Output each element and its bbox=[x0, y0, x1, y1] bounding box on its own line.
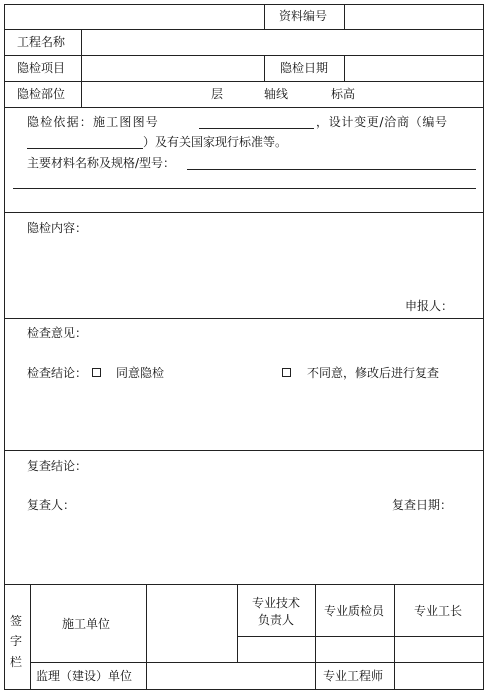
axis-label: 轴线 bbox=[264, 87, 289, 101]
col-divider bbox=[146, 584, 147, 690]
col-divider bbox=[344, 4, 345, 30]
col-divider bbox=[315, 584, 316, 690]
qc-label: 专业质检员 bbox=[324, 604, 385, 618]
col-divider bbox=[264, 55, 265, 82]
sign-row-divider bbox=[237, 636, 484, 637]
conclusion-label: 检查结论： bbox=[27, 366, 88, 380]
row-divider bbox=[4, 29, 484, 30]
date-label: 隐检日期 bbox=[280, 61, 329, 75]
recheck-person-label: 复查人： bbox=[27, 498, 76, 512]
supervision-label: 监理（建设）单位 bbox=[36, 669, 133, 683]
basis-line1-suffix: ，设计变更/洽商（编号 bbox=[316, 115, 448, 129]
col-divider bbox=[81, 29, 82, 108]
location-label: 隐检部位 bbox=[17, 87, 66, 101]
item-label: 隐检项目 bbox=[17, 61, 66, 75]
record-no-field[interactable] bbox=[350, 10, 478, 24]
row-divider bbox=[4, 318, 484, 319]
engineer-label: 专业工程师 bbox=[323, 669, 384, 683]
foreman-label: 专业工长 bbox=[414, 604, 463, 618]
col-divider bbox=[264, 4, 265, 30]
tech-lead-label-1: 专业技术 bbox=[252, 596, 301, 610]
record-no-label: 资料编号 bbox=[279, 9, 328, 23]
change-no-underline[interactable] bbox=[27, 148, 143, 149]
date-field[interactable] bbox=[350, 62, 478, 76]
row-divider bbox=[4, 212, 484, 213]
materials-label: 主要材料名称及规格/型号： bbox=[27, 156, 176, 170]
signature-column-label: 签字栏 bbox=[10, 614, 23, 669]
basis-line2-suffix: ）及有关国家现行标准等。 bbox=[143, 135, 288, 149]
recheck-conclusion-label: 复查结论： bbox=[27, 459, 88, 473]
floor-label: 层 bbox=[211, 87, 224, 101]
construction-unit-label: 施工单位 bbox=[62, 617, 111, 631]
agree-checkbox[interactable] bbox=[92, 368, 101, 377]
col-divider bbox=[30, 584, 31, 690]
disagree-label: 不同意，修改后进行复查 bbox=[307, 366, 440, 380]
col-divider bbox=[394, 584, 395, 690]
sign-row-divider bbox=[30, 662, 484, 663]
row-divider bbox=[4, 584, 484, 585]
drawing-no-underline[interactable] bbox=[199, 128, 314, 129]
tech-lead-label-2: 负责人 bbox=[258, 613, 295, 627]
row-divider bbox=[4, 55, 484, 56]
row-divider bbox=[4, 450, 484, 451]
content-label: 隐检内容： bbox=[27, 221, 88, 235]
row-divider bbox=[4, 81, 484, 82]
col-divider bbox=[344, 55, 345, 82]
item-field[interactable] bbox=[88, 62, 258, 76]
row-divider bbox=[4, 107, 484, 108]
project-name-field[interactable] bbox=[88, 36, 478, 50]
disagree-checkbox[interactable] bbox=[282, 368, 291, 377]
reporter-label: 申报人： bbox=[405, 299, 454, 313]
basis-line1-prefix: 隐检依据：施工图图号 bbox=[27, 115, 160, 129]
project-name-label: 工程名称 bbox=[17, 35, 66, 49]
materials-underline[interactable] bbox=[187, 169, 476, 170]
opinion-label: 检查意见： bbox=[27, 326, 88, 340]
col-divider bbox=[237, 584, 238, 663]
elevation-label: 标高 bbox=[331, 87, 356, 101]
materials-underline-2[interactable] bbox=[13, 188, 476, 189]
recheck-date-label: 复查日期： bbox=[392, 498, 453, 512]
agree-label: 同意隐检 bbox=[116, 366, 165, 380]
